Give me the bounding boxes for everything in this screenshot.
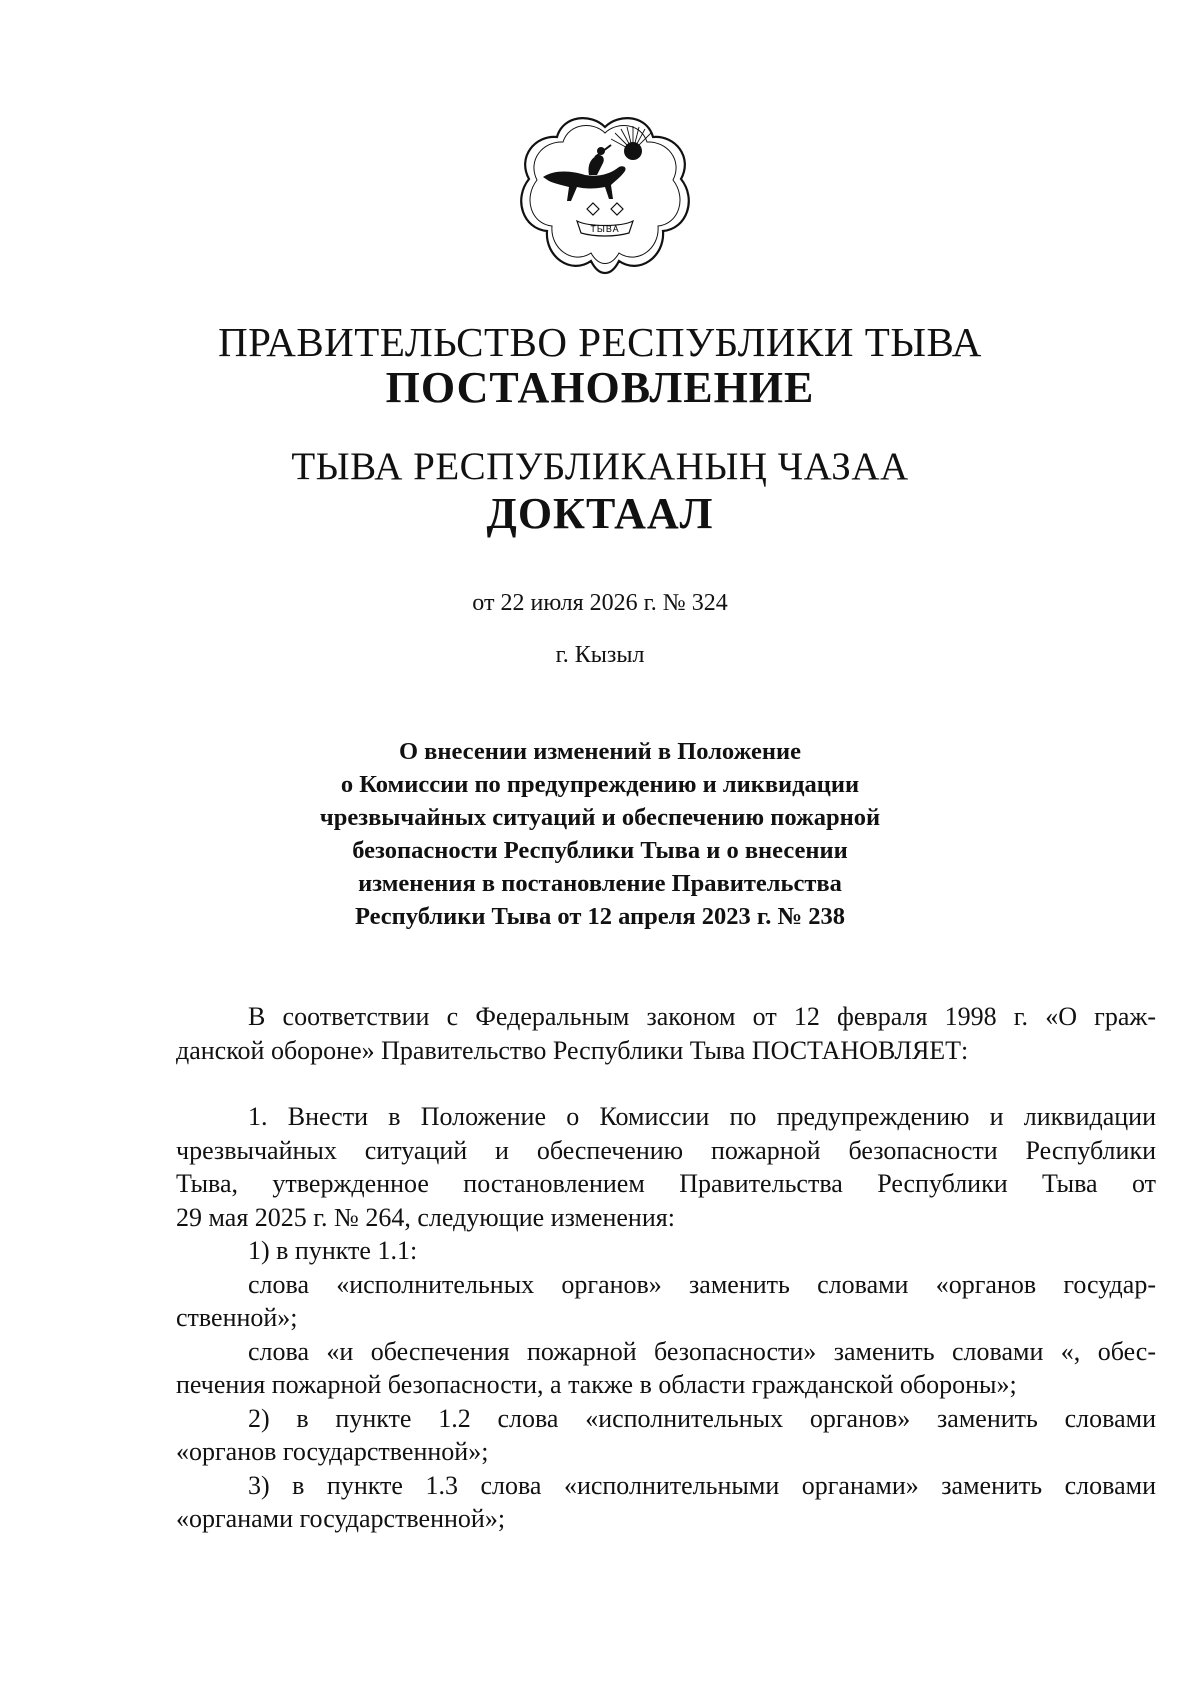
decree-word-tyvan: ДОКТААЛ (486, 489, 714, 538)
subitem-3 (176, 1469, 1156, 1536)
text-line: слова «и обеспечения пожарной безопасности» заменить словами «, обес- (248, 1336, 1156, 1366)
decree-body (176, 1000, 1156, 1536)
subject-line: Республики Тыва от 12 апреля 2023 г. № 238 (354, 903, 846, 930)
decree-city: г. Кызыл (555, 642, 645, 668)
text-line: 3) в пункте 1.3 слова «исполнительными органами» заменить словами (248, 1470, 1156, 1500)
decree-subject (300, 735, 900, 933)
text-line: слова «исполнительных органов» заменить словами «органов государ- (248, 1269, 1156, 1299)
text-line: данской обороне» Правительство Республики Тыва ПОСТАНОВЛЯЕТ: (176, 1035, 969, 1065)
text-line: «органами государственной»; (176, 1504, 506, 1533)
tuva-coat-of-arms-icon (515, 105, 695, 285)
text-line: 29 мая 2025 г. № 264, следующие изменения: (176, 1202, 675, 1232)
subject-line: изменения в постановление Правительства (358, 870, 842, 897)
decree-date-number: от 22 июля 2026 г. № 324 (472, 590, 728, 616)
subject-line: безопасности Республики Тыва и о внесении (352, 837, 848, 864)
government-title: ПРАВИТЕЛЬСТВО РЕСПУБЛИКИ ТЫВА (218, 319, 982, 365)
text-line: 2) в пункте 1.2 слова «исполнительных органов» заменить словами (248, 1403, 1156, 1433)
text-line: чрезвычайных ситуаций и обеспечению пожарной безопасности Республики (176, 1135, 1156, 1165)
subitem-1-b (176, 1335, 1156, 1402)
subitem-1 (176, 1234, 1156, 1268)
text-line: 1. Внести в Положение о Комиссии по предупреждению и ликвидации (248, 1102, 1156, 1131)
text-line: печения пожарной безопасности, а также в области гражданской обороны»; (176, 1370, 1017, 1399)
emblem-caption: ТЫВА (590, 224, 620, 234)
preamble-paragraph (176, 1000, 1156, 1067)
text-line: В соответствии с Федеральным законом от 12 февраля 1998 г. «О граж- (248, 1002, 1156, 1031)
subitem-1-a (176, 1268, 1156, 1335)
text-line: 1) в пункте 1.1: (248, 1236, 418, 1265)
text-line: ственной»; (176, 1303, 298, 1332)
text-line: Тыва, утвержденное постановлением Правительства Республики Тыва от (176, 1169, 1156, 1198)
item-1-paragraph (176, 1100, 1156, 1234)
subject-line: чрезвычайных ситуаций и обеспечению пожарной (319, 804, 881, 831)
decree-word: ПОСТАНОВЛЕНИЕ (385, 363, 815, 412)
government-title-tyvan: ТЫВА РЕСПУБЛИКАНЫҢ ЧАЗАА (291, 445, 909, 488)
subject-line: О внесении изменений в Положение (398, 738, 801, 765)
subitem-2 (176, 1402, 1156, 1469)
text-line: «органов государственной»; (176, 1437, 489, 1466)
subject-line: о Комиссии по предупреждению и ликвидации (340, 771, 860, 798)
